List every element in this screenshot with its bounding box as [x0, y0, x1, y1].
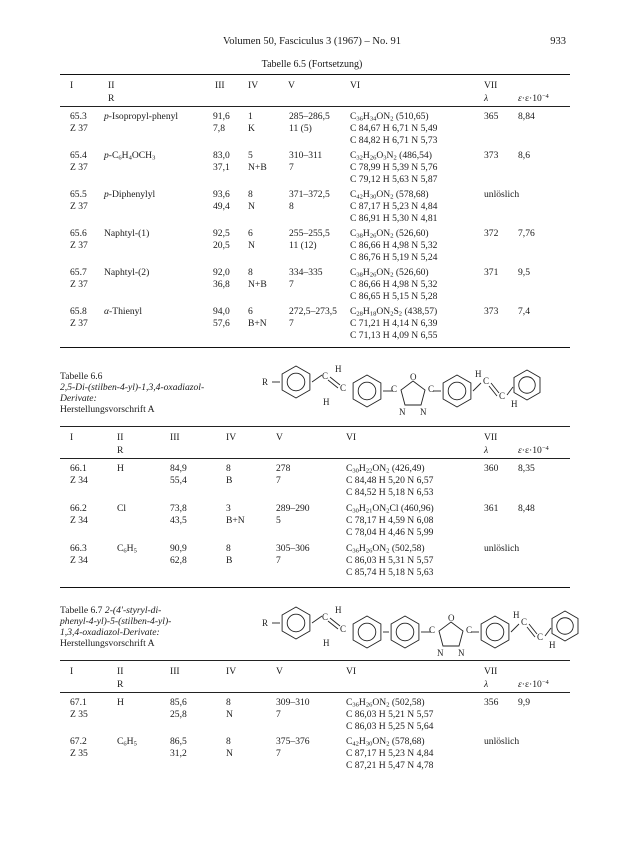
benzene-ring-aromatic	[358, 623, 376, 641]
melting-point: 305–306	[276, 543, 310, 554]
vinyl-c-label: C	[322, 612, 329, 622]
recryst-solvent: N+B	[248, 279, 267, 290]
yield-value-2: 55,4	[170, 475, 187, 486]
molecular-formula: $C_{36}H_{34}ON_2$ (510,65)	[350, 111, 429, 123]
molecular-formula: $C_{30}H_{22}ON_2$ (426,49)	[346, 463, 425, 475]
analysis-found: C 71,13 H 4,09 N 6,55	[350, 330, 438, 341]
oxadiazole-ring	[439, 622, 463, 646]
col-ii-header: II	[117, 432, 124, 443]
vinyl-h-label: H	[323, 638, 330, 648]
yield-value-2: 25,8	[170, 709, 187, 720]
benzene-ring-aromatic	[486, 623, 504, 641]
oxadiazole-c-label: C	[391, 384, 398, 394]
analysis-calculated: C 78,17 H 4,59 N 6,08	[346, 515, 434, 526]
benzene-ring	[552, 611, 578, 641]
recryst-count: 8	[226, 463, 231, 474]
absorption-lambda: 361	[484, 503, 499, 514]
analysis-found: C 84,52 H 5,18 N 6,53	[346, 487, 434, 498]
analysis-calculated: C 84,48 H 5,20 N 6,57	[346, 475, 434, 486]
melting-point: 255–255,5	[289, 228, 330, 239]
compound-code: Z 34	[70, 555, 88, 566]
benzene-ring-aromatic	[396, 623, 414, 641]
analysis-found: C 86,03 H 5,25 N 5,64	[346, 721, 434, 732]
col-ii-header: II	[108, 80, 115, 91]
extinction-coefficient: 8,48	[518, 503, 535, 514]
page-number: 933	[550, 36, 566, 47]
extinction-coefficient: 9,9	[518, 697, 530, 708]
double-bond	[330, 618, 340, 626]
vinyl-c-label: C	[537, 632, 544, 642]
recryst-solvent: N+B	[248, 162, 267, 173]
molecular-formula: $C_{38}H_{26}ON_2$ (526,60)	[350, 267, 429, 279]
bond	[511, 624, 519, 632]
melting-point: 289–290	[276, 503, 310, 514]
substituent-r: H	[117, 697, 124, 708]
recryst-count: 8	[226, 543, 231, 554]
oxadiazole-n-label: N	[458, 648, 465, 658]
journal-citation: Volumen 50, Fasciculus 3 (1967) – No. 91	[222, 36, 401, 47]
analysis-calculated: C 86,66 H 4,98 N 5,32	[350, 240, 438, 251]
col-iii-header: III	[170, 666, 180, 677]
yield-value: 92,5	[213, 228, 230, 239]
bond	[545, 628, 551, 636]
col-iv-header: IV	[226, 666, 237, 677]
substituent-r: $C_6H_5$	[117, 736, 137, 748]
oxadiazole-o-label: O	[410, 372, 417, 382]
yield-value-2: 20,5	[213, 240, 230, 251]
analysis-calculated: C 86,66 H 4,98 N 5,32	[350, 279, 438, 290]
molecular-formula: $C_{38}H_{26}ON_2$ (526,60)	[350, 228, 429, 240]
col-ii-header: II	[117, 666, 124, 677]
col-ii-r-header: R	[117, 679, 124, 690]
col-i-header: I	[70, 80, 74, 91]
double-bond	[527, 627, 535, 637]
benzene-ring-aromatic	[557, 618, 574, 635]
yield-value: 83,0	[213, 150, 230, 161]
yield-value-2: 37,1	[213, 162, 230, 173]
col-v-header: V	[276, 432, 283, 443]
benzene-ring	[282, 607, 310, 639]
substituent-r: $p-C_6H_4OCH_3$	[104, 150, 156, 162]
yield-value: 85,6	[170, 697, 187, 708]
yield-value: 94,0	[213, 306, 230, 317]
col-vii-epsilon-header: $\varepsilon\cdot\varepsilon\cdot 10^{-4}$	[518, 679, 549, 690]
table-6-7-compound-class-cont: phenyl-4-yl)-5-(stilben-4-yl)-	[60, 616, 172, 627]
recryst-solvent: N	[248, 201, 255, 212]
analysis-found: C 86,65 H 5,15 N 5,28	[350, 291, 438, 302]
compound-code: Z 37	[70, 123, 88, 134]
table-6-5-caption: Tabelle 6.5 (Fortsetzung)	[261, 59, 363, 70]
substituent-r-label: R	[262, 377, 269, 387]
analysis-found: C 87,21 H 5,47 N 4,78	[346, 760, 434, 771]
oxadiazole-n-label: N	[420, 407, 427, 417]
yield-value: 92,0	[213, 267, 230, 278]
recryst-count: 8	[248, 267, 253, 278]
analysis-found: C 86,91 H 5,30 N 4,81	[350, 213, 438, 224]
melting-point-note: 7	[276, 555, 281, 566]
compound-number: 67.2	[70, 736, 87, 747]
yield-value: 73,8	[170, 503, 187, 514]
molecular-formula: $C_{36}H_{26}ON_2$ (502,58)	[346, 543, 425, 555]
table-6-6-procedure: Herstellungsvorschrift A	[60, 404, 155, 415]
col-v-header: V	[276, 666, 283, 677]
vinyl-h-label: H	[549, 640, 556, 650]
melting-point: 285–286,5	[289, 111, 330, 122]
melting-point-note: 5	[276, 515, 281, 526]
col-vi-header: VI	[346, 666, 357, 677]
substituent-r: Naphtyl-(1)	[104, 228, 150, 239]
recryst-solvent: N	[226, 709, 233, 720]
col-vii-epsilon-header: $\varepsilon\cdot\varepsilon\cdot 10^{-4}$	[518, 445, 549, 456]
compound-number: 65.8	[70, 306, 87, 317]
col-vii-header: VII	[484, 666, 498, 677]
yield-value-2: 31,2	[170, 748, 187, 759]
bond	[312, 616, 322, 623]
solubility-note: unlöslich	[484, 736, 520, 747]
recryst-count: 5	[248, 150, 253, 161]
analysis-found: C 85,74 H 5,18 N 5,63	[346, 567, 434, 578]
table-6-7-top-rule	[60, 660, 570, 661]
melting-point-note: 7	[289, 318, 294, 329]
recryst-solvent: B	[226, 555, 233, 566]
recryst-solvent: K	[248, 123, 255, 134]
extinction-coefficient: 8,84	[518, 111, 535, 122]
compound-number: 66.1	[70, 463, 87, 474]
melting-point-note: 7	[289, 279, 294, 290]
vinyl-h-label: H	[513, 610, 520, 620]
col-ii-r-header: R	[117, 445, 124, 456]
compound-code: Z 34	[70, 515, 88, 526]
compound-number: 65.7	[70, 267, 87, 278]
oxadiazole-c-label: C	[466, 625, 473, 635]
table-6-7-compound-class-cont2: 1,3,4-oxadiazol-Derivate:	[60, 627, 160, 638]
molecular-formula: $C_{42}H_{30}ON_2$ (578,68)	[350, 189, 429, 201]
vinyl-h-label: H	[323, 397, 330, 407]
col-vii-lambda-header: λ	[484, 93, 489, 104]
analysis-calculated: C 87,17 H 5,23 N 4,84	[346, 748, 434, 759]
solubility-note: unlöslich	[484, 543, 520, 554]
table-6-7-compound-class: 2-(4′-styryl-di-	[104, 605, 162, 616]
melting-point-note: 7	[276, 709, 281, 720]
analysis-calculated: C 86,03 H 5,31 N 5,57	[346, 555, 434, 566]
benzene-ring-aromatic	[287, 614, 305, 632]
table-6-7-header-rule	[60, 692, 570, 693]
recryst-count: 8	[226, 697, 231, 708]
col-iii-header: III	[215, 80, 225, 91]
absorption-lambda: 373	[484, 150, 499, 161]
yield-value-2: 36,8	[213, 279, 230, 290]
col-vii-header: VII	[484, 432, 498, 443]
solubility-note: unlöslich	[484, 189, 520, 200]
substituent-r: p-Isopropyl-phenyl	[104, 111, 179, 122]
compound-code: Z 34	[70, 475, 88, 486]
melting-point-note: 7	[276, 475, 281, 486]
analysis-calculated: C 71,21 H 4,14 N 6,39	[350, 318, 438, 329]
yield-value: 93,6	[213, 189, 230, 200]
melting-point: 371–372,5	[289, 189, 330, 200]
compound-number: 66.2	[70, 503, 87, 514]
yield-value: 84,9	[170, 463, 187, 474]
recryst-count: 6	[248, 306, 253, 317]
compound-code: Z 37	[70, 240, 88, 251]
compound-code: Z 35	[70, 748, 88, 759]
compound-number: 65.4	[70, 150, 87, 161]
analysis-calculated: C 87,17 H 5,23 N 4,84	[350, 201, 438, 212]
oxadiazole-n-label: N	[399, 407, 406, 417]
double-bond	[529, 624, 537, 634]
molecular-formula: $C_{36}H_{26}ON_2$ (502,58)	[346, 697, 425, 709]
analysis-calculated: C 86,03 H 5,21 N 5,57	[346, 709, 434, 720]
compound-number: 65.6	[70, 228, 87, 239]
col-vi-header: VI	[350, 80, 361, 91]
vinyl-h-label: H	[335, 364, 342, 374]
vinyl-h-label: H	[475, 369, 482, 379]
compound-number: 65.5	[70, 189, 87, 200]
substituent-r-label: R	[262, 618, 269, 628]
recryst-solvent: N	[248, 240, 255, 251]
molecular-formula: $C_{28}H_{18}ON_2S_2$ (438,57)	[350, 306, 438, 318]
recryst-count: 8	[226, 736, 231, 747]
yield-value: 86,5	[170, 736, 187, 747]
col-vii-lambda-header: λ	[484, 445, 489, 456]
oxadiazole-c-label: C	[429, 625, 436, 635]
recryst-solvent: B	[226, 475, 233, 486]
analysis-found: C 86,76 H 5,19 N 5,24	[350, 252, 438, 263]
melting-point: 272,5–273,5	[289, 306, 337, 317]
recryst-count: 3	[226, 503, 231, 514]
oxadiazole-n-label: N	[437, 648, 444, 658]
col-v-header: V	[288, 80, 295, 91]
absorption-lambda: 356	[484, 697, 499, 708]
melting-point-note: 7	[289, 162, 294, 173]
col-iii-header: III	[170, 432, 180, 443]
col-vii-epsilon-header: $\varepsilon\cdot\varepsilon\cdot 10^{-4}$	[518, 93, 549, 104]
yield-value-2: 7,8	[213, 123, 225, 134]
compound-number: 66.3	[70, 543, 87, 554]
benzene-ring	[481, 616, 509, 648]
recryst-count: 6	[248, 228, 253, 239]
col-vii-lambda-header: λ	[484, 679, 489, 690]
melting-point: 309–310	[276, 697, 310, 708]
melting-point-note: 11 (12)	[289, 240, 317, 251]
extinction-coefficient: 7,4	[518, 306, 530, 317]
vinyl-h-label: H	[335, 605, 342, 615]
table-6-6-title: Tabelle 6.6	[60, 371, 103, 382]
vinyl-h-label: H	[511, 399, 518, 409]
vinyl-c-label: C	[340, 624, 347, 634]
analysis-calculated: C 78,99 H 5,39 N 5,76	[350, 162, 438, 173]
benzene-ring	[391, 616, 419, 648]
analysis-found: C 78,04 H 4,46 N 5,99	[346, 527, 434, 538]
compound-code: Z 35	[70, 709, 88, 720]
col-iv-header: IV	[248, 80, 259, 91]
extinction-coefficient: 8,35	[518, 463, 535, 474]
col-i-header: I	[70, 666, 74, 677]
col-i-header: I	[70, 432, 74, 443]
substituent-r: H	[117, 463, 124, 474]
vinyl-c-label: C	[483, 376, 490, 386]
col-vii-header: VII	[484, 80, 498, 91]
melting-point-note: 11 (5)	[289, 123, 312, 134]
substituent-r: Cl	[117, 503, 127, 514]
recryst-count: 1	[248, 111, 253, 122]
oxadiazole-o-label: O	[448, 613, 455, 623]
melting-point: 334–335	[289, 267, 323, 278]
yield-value-2: 57,6	[213, 318, 230, 329]
melting-point: 375–376	[276, 736, 310, 747]
table-6-7-procedure: Herstellungsvorschrift A	[60, 638, 155, 649]
molecular-formula: $C_{32}H_{26}O_3N_2$ (486,54)	[350, 150, 432, 162]
molecular-formula: $C_{30}H_{21}ON_2Cl$ (460,96)	[346, 503, 434, 515]
compound-number: 67.1	[70, 697, 87, 708]
col-iv-header: IV	[226, 432, 237, 443]
benzene-ring	[353, 616, 381, 648]
substituent-r: α-Thienyl	[104, 306, 143, 317]
vinyl-c-label: C	[322, 371, 329, 381]
extinction-coefficient: 7,76	[518, 228, 535, 239]
oxadiazole-c-label: C	[428, 384, 435, 394]
substituent-r: $C_6H_5$	[117, 543, 137, 555]
table-6-7-title: Tabelle 6.7	[60, 605, 103, 616]
melting-point-note: 8	[289, 201, 294, 212]
extinction-coefficient: 9,5	[518, 267, 530, 278]
recryst-solvent: B+N	[226, 515, 245, 526]
compound-code: Z 37	[70, 279, 88, 290]
recryst-solvent: B+N	[248, 318, 267, 329]
absorption-lambda: 373	[484, 306, 499, 317]
substituent-r: Naphtyl-(2)	[104, 267, 150, 278]
analysis-found: C 84,82 H 6,71 N 5,73	[350, 135, 438, 146]
recryst-count: 8	[248, 189, 253, 200]
compound-number: 65.3	[70, 111, 87, 122]
analysis-found: C 79,12 H 5,63 N 5,87	[350, 174, 438, 185]
yield-value-2: 62,8	[170, 555, 187, 566]
melting-point-note: 7	[276, 748, 281, 759]
recryst-solvent: N	[226, 748, 233, 759]
compound-code: Z 37	[70, 162, 88, 173]
melting-point: 310–311	[289, 150, 323, 161]
absorption-lambda: 372	[484, 228, 499, 239]
double-bond	[328, 621, 338, 629]
absorption-lambda: 371	[484, 267, 499, 278]
vinyl-c-label: C	[499, 391, 506, 401]
col-vi-header: VI	[346, 432, 357, 443]
table-6-6-compound-class: 2,5-Di-(stilben-4-yl)-1,3,4-oxadiazol-	[60, 382, 205, 393]
vinyl-c-label: C	[521, 617, 528, 627]
yield-value: 91,6	[213, 111, 230, 122]
vinyl-c-label: C	[340, 383, 347, 393]
extinction-coefficient: 8,6	[518, 150, 530, 161]
substituent-r: p-Diphenylyl	[104, 189, 156, 200]
col-ii-r-header: R	[108, 93, 115, 104]
yield-value-2: 43,5	[170, 515, 187, 526]
compound-code: Z 37	[70, 201, 88, 212]
table-6-6-compound-class-cont: Derivate:	[60, 393, 97, 404]
yield-value: 90,9	[170, 543, 187, 554]
yield-value-2: 49,4	[213, 201, 230, 212]
absorption-lambda: 360	[484, 463, 499, 474]
molecular-formula: $C_{42}H_{30}ON_2$ (578,68)	[346, 736, 425, 748]
compound-code: Z 37	[70, 318, 88, 329]
analysis-calculated: C 84,67 H 6,71 N 5,49	[350, 123, 438, 134]
melting-point: 278	[276, 463, 291, 474]
absorption-lambda: 365	[484, 111, 499, 122]
